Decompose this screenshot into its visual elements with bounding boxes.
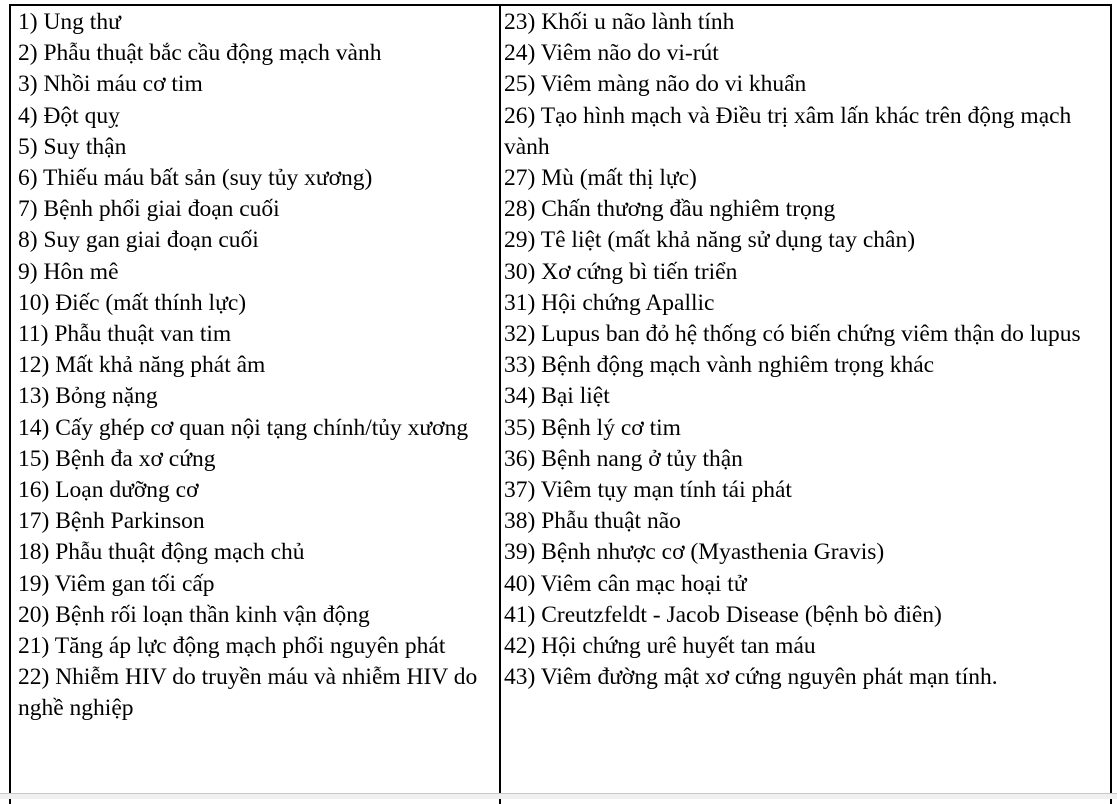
- list-item: 24) Viêm não do vi-rút: [504, 40, 719, 67]
- list-item: 29) Tê liệt (mất khả năng sử dụng tay chân): [504, 227, 916, 254]
- list-item: 1) Ung thư: [18, 9, 121, 35]
- list-item: 4) Đột quỵ: [18, 102, 120, 129]
- list-item: 35) Bệnh lý cơ tim: [504, 414, 681, 441]
- list-item: 26) Tạo hình mạch và Điều trị xâm lấn khác trên động mạch vành: [504, 102, 1072, 160]
- list-item: 31) Hội chứng Apallic: [504, 289, 715, 316]
- list-item: 18) Phẫu thuật động mạch chủ: [18, 539, 305, 566]
- list-item: 9) Hôn mê: [18, 258, 119, 285]
- right-column: [501, 6, 1110, 804]
- list-item: 7) Bệnh phổi giai đoạn cuối: [18, 196, 280, 223]
- list-item: 20) Bệnh rối loạn thần kinh vận động: [18, 601, 370, 628]
- list-item: 41) Creutzfeldt - Jacob Disease (bệnh bò điên): [504, 601, 942, 628]
- list-item: 43) Viêm đường mật xơ cứng nguyên phát mạn tính.: [504, 664, 998, 691]
- list-item: 30) Xơ cứng bì tiến triển: [504, 258, 738, 285]
- list-item: 12) Mất khả năng phát âm: [18, 352, 266, 379]
- list-item: 15) Bệnh đa xơ cứng: [18, 445, 216, 472]
- list-item: 5) Suy thận: [18, 133, 127, 160]
- list-item: 25) Viêm màng não do vi khuẩn: [504, 71, 807, 98]
- list-item: 33) Bệnh động mạch vành nghiêm trọng khác: [504, 352, 935, 379]
- list-item: 34) Bại liệt: [504, 383, 610, 410]
- list-item: 22) Nhiễm HIV do truyền máu và nhiễm HIV do nghề nghiệp: [18, 664, 478, 722]
- list-item: 13) Bỏng nặng: [18, 383, 158, 410]
- list-item: 23) Khối u não lành tính: [504, 9, 735, 35]
- disease-list-table: [9, 4, 1112, 804]
- list-item: 36) Bệnh nang ở tủy thận: [504, 445, 743, 472]
- list-item: 21) Tăng áp lực động mạch phổi nguyên phát: [18, 633, 446, 660]
- list-item: 37) Viêm tụy mạn tính tái phát: [504, 477, 792, 504]
- list-item: 3) Nhồi máu cơ tim: [18, 71, 203, 98]
- list-item: 8) Suy gan giai đoạn cuối: [18, 227, 259, 254]
- list-item: 14) Cấy ghép cơ quan nội tạng chính/tủy xương: [18, 414, 469, 441]
- list-item: 2) Phẫu thuật bắc cầu động mạch vành: [18, 40, 382, 67]
- list-item: 39) Bệnh nhược cơ (Myasthenia Gravis): [504, 539, 885, 566]
- list-item: 19) Viêm gan tối cấp: [18, 570, 215, 597]
- list-item: 6) Thiếu máu bất sản (suy tủy xương): [18, 165, 373, 192]
- bottom-edge-strip: [0, 793, 1117, 799]
- left-column: [11, 6, 501, 804]
- list-item: 28) Chấn thương đầu nghiêm trọng: [504, 196, 836, 223]
- list-item: 11) Phẫu thuật van tim: [18, 321, 232, 348]
- list-item: 32) Lupus ban đỏ hệ thống có biến chứng viêm thận do lupus: [504, 321, 1081, 348]
- list-item: 38) Phẫu thuật não: [504, 508, 681, 535]
- list-item: 27) Mù (mất thị lực): [504, 165, 697, 192]
- list-item: 16) Loạn dưỡng cơ: [18, 477, 199, 504]
- list-item: 42) Hội chứng urê huyết tan máu: [504, 633, 816, 660]
- list-item: 17) Bệnh Parkinson: [18, 508, 205, 535]
- list-item: 10) Điếc (mất thính lực): [18, 289, 247, 316]
- list-item: 40) Viêm cân mạc hoại tử: [504, 570, 747, 597]
